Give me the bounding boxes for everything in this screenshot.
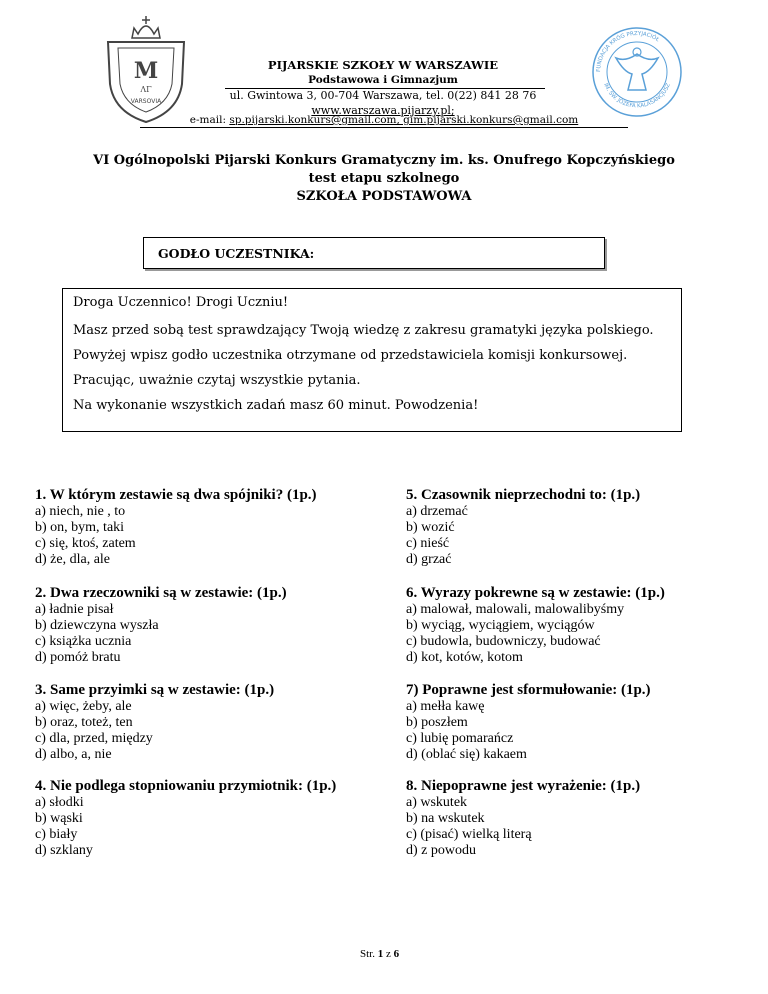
intro-line: Pracując, uważnie czytaj wszystkie pytania. xyxy=(73,373,361,388)
email-label: e-mail: xyxy=(189,114,230,126)
answer-option: d) szklany xyxy=(35,843,93,858)
question-title: 4. Nie podlega stopniowaniu przymiotnik: (1p.) xyxy=(35,778,337,794)
intro-line: Droga Uczennico! Drogi Uczniu! xyxy=(73,295,289,310)
intro-line: Na wykonanie wszystkich zadań masz 60 minut. Powodzenia! xyxy=(73,398,479,413)
answer-option: a) niech, nie , to xyxy=(35,504,126,519)
email-links[interactable]: sp.pijarski.konkurs@gmail.com, gim.pijarski.konkurs@gmail.com xyxy=(229,114,579,126)
question-title: 3. Same przyimki są w zestawie: (1p.) xyxy=(35,682,275,698)
question-title: 8. Niepoprawne jest wyrażenie: (1p.) xyxy=(406,778,641,794)
answer-option: d) z powodu xyxy=(406,843,476,858)
answer-option: d) grzać xyxy=(406,552,452,567)
participant-emblem-field[interactable] xyxy=(143,237,605,269)
title-line-3: SZKOŁA PODSTAWOWA xyxy=(296,189,472,204)
document-title xyxy=(60,152,708,206)
answer-option: a) więc, żeby, ale xyxy=(35,699,132,714)
answer-option: d) pomóż bratu xyxy=(35,650,121,665)
title-line-2: test etapu szkolnego xyxy=(308,171,460,186)
answer-option: c) budowla, budowniczy, budować xyxy=(406,634,601,649)
question-8 xyxy=(406,777,640,859)
answer-option: d) albo, a, nie xyxy=(35,747,112,762)
total-pages: 6 xyxy=(393,948,400,960)
participant-emblem-label: GODŁO UCZESTNIKA: xyxy=(158,246,315,261)
answer-option: d) że, dla, ale xyxy=(35,552,111,567)
svg-text:IM. ŚW. JÓZEFA KALASANCJUSZA: IM. ŚW. JÓZEFA KALASANCJUSZ xyxy=(602,82,672,110)
svg-text:ΛΓ: ΛΓ xyxy=(140,85,152,94)
answer-option: c) książka ucznia xyxy=(35,634,132,649)
answer-option: a) słodki xyxy=(35,795,84,810)
question-title: 6. Wyrazy pokrewne są w zestawie: (1p.) xyxy=(406,585,665,601)
question-title: 7) Poprawne jest sformułowanie: (1p.) xyxy=(406,682,651,698)
school-address: ul. Gwintowa 3, 00-704 Warszawa, tel. 0(22) 841 28 76 xyxy=(229,89,537,102)
question-4 xyxy=(35,777,336,859)
question-6 xyxy=(406,584,665,666)
question-title: 2. Dwa rzeczowniki są w zestawie: (1p.) xyxy=(35,585,287,601)
crest-label: VARSOVIA xyxy=(130,98,162,105)
answer-option: a) wskutek xyxy=(406,795,468,810)
answer-option: c) się, ktoś, zatem xyxy=(35,536,136,551)
answer-option: b) wyciąg, wyciągiem, wyciągów xyxy=(406,618,595,633)
question-1 xyxy=(35,486,317,568)
answer-option: b) dziewczyna wyszła xyxy=(35,618,159,633)
question-7 xyxy=(406,681,651,763)
foundation-logo xyxy=(586,24,688,120)
header-divider xyxy=(225,88,545,89)
answer-option: d) (oblać się) kakaem xyxy=(406,747,527,762)
school-website-link[interactable]: www.warszawa.pijarzy.pl; xyxy=(311,104,455,117)
answer-option: b) poszłem xyxy=(406,715,468,730)
answer-option: a) drzemać xyxy=(406,504,468,519)
answer-option: b) on, bym, taki xyxy=(35,520,125,535)
email-line xyxy=(140,114,628,126)
page-number xyxy=(360,948,399,960)
intro-line: Masz przed sobą test sprawdzający Twoją wiedzę z zakresu gramatyki języka polskiego. xyxy=(73,323,654,338)
page-prefix: Str. xyxy=(360,948,378,960)
email-underline xyxy=(140,127,628,128)
answer-option: b) wąski xyxy=(35,811,83,826)
school-subtitle: Podstawowa i Gimnazjum xyxy=(308,74,458,86)
title-line-1: VI Ogólnopolski Pijarski Konkurs Gramatyczny im. ks. Onufrego Kopczyńskiego xyxy=(93,153,675,168)
answer-option: c) biały xyxy=(35,827,78,842)
current-page: 1 xyxy=(377,948,384,960)
answer-option: b) wozić xyxy=(406,520,455,535)
svg-text:FUNDACJA KRÓG PRZYJACIÓŁ: FUNDACJA KRÓG PRZYJACIÓŁ xyxy=(595,30,661,73)
school-name: PIJARSKIE SZKOŁY W WARSZAWIE xyxy=(267,58,499,72)
answer-option: a) ładnie pisał xyxy=(35,602,114,617)
question-5 xyxy=(406,486,640,568)
answer-option: a) mełła kawę xyxy=(406,699,485,714)
instructions-box xyxy=(62,288,682,432)
intro-line: Powyżej wpisz godło uczestnika otrzymane od przedstawiciela komisji konkursowej. xyxy=(73,348,628,363)
answer-option: c) (pisać) wielką literą xyxy=(406,827,532,842)
question-title: 1. W którym zestawie są dwa spójniki? (1p.) xyxy=(35,487,317,503)
question-3 xyxy=(35,681,274,763)
answer-option: b) na wskutek xyxy=(406,811,485,826)
answer-option: c) nieść xyxy=(406,536,450,551)
question-2 xyxy=(35,584,287,666)
answer-option: d) kot, kotów, kotom xyxy=(406,650,523,665)
page-separator: z xyxy=(383,948,394,960)
answer-option: c) lubię pomarańcz xyxy=(406,731,514,746)
answer-option: a) malował, malowali, malowalibyśmy xyxy=(406,602,625,617)
answer-option: c) dla, przed, między xyxy=(35,731,153,746)
question-title: 5. Czasownik nieprzechodni to: (1p.) xyxy=(406,487,641,503)
svg-text:M: M xyxy=(133,58,159,84)
answer-option: b) oraz, toteż, ten xyxy=(35,715,133,730)
